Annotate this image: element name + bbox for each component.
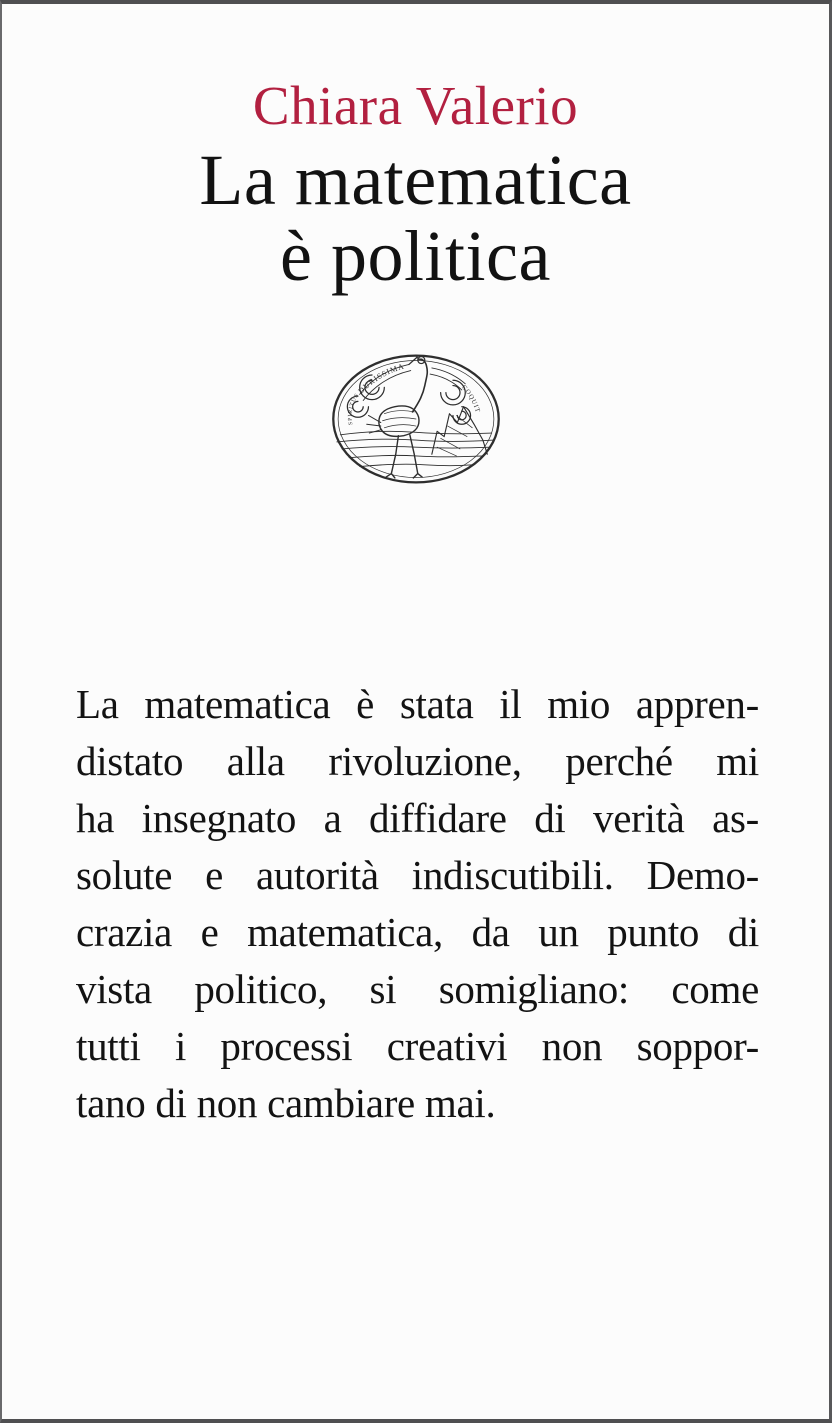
book-title-line1: La matematica (199, 140, 632, 220)
svg-text:SPIRITUS (347, 392, 360, 425)
excerpt-line: solute e autorità indiscutibili. Demo- (76, 852, 759, 898)
excerpt-line: vista politico, si somigliano: come (76, 966, 759, 1012)
excerpt-line: distato alla rivoluzione, perché mi (76, 738, 759, 784)
excerpt-line: crazia e matematica, da un punto di (76, 909, 759, 955)
emblem-motto-left: SPIRITUS (347, 392, 361, 426)
excerpt-line: tano di non cambiare mai. (76, 1080, 496, 1126)
einaudi-ostrich-emblem-icon (328, 350, 504, 488)
excerpt-line: ha insegnato a diffidare di verità as- (76, 795, 759, 841)
emblem-motto-top: DURISSIMA (355, 361, 405, 396)
author-name: Chiara Valerio (252, 75, 579, 136)
cover-excerpt (2, 676, 829, 1132)
book-title (199, 142, 631, 294)
book-title-line2: è politica (280, 216, 551, 296)
excerpt-line: La matematica è stata il mio appren- (76, 681, 759, 727)
emblem-motto-right: COQUIT (459, 383, 481, 414)
publisher-emblem (328, 350, 504, 488)
excerpt-line: tutti i processi creativi non soppor- (76, 1023, 759, 1069)
